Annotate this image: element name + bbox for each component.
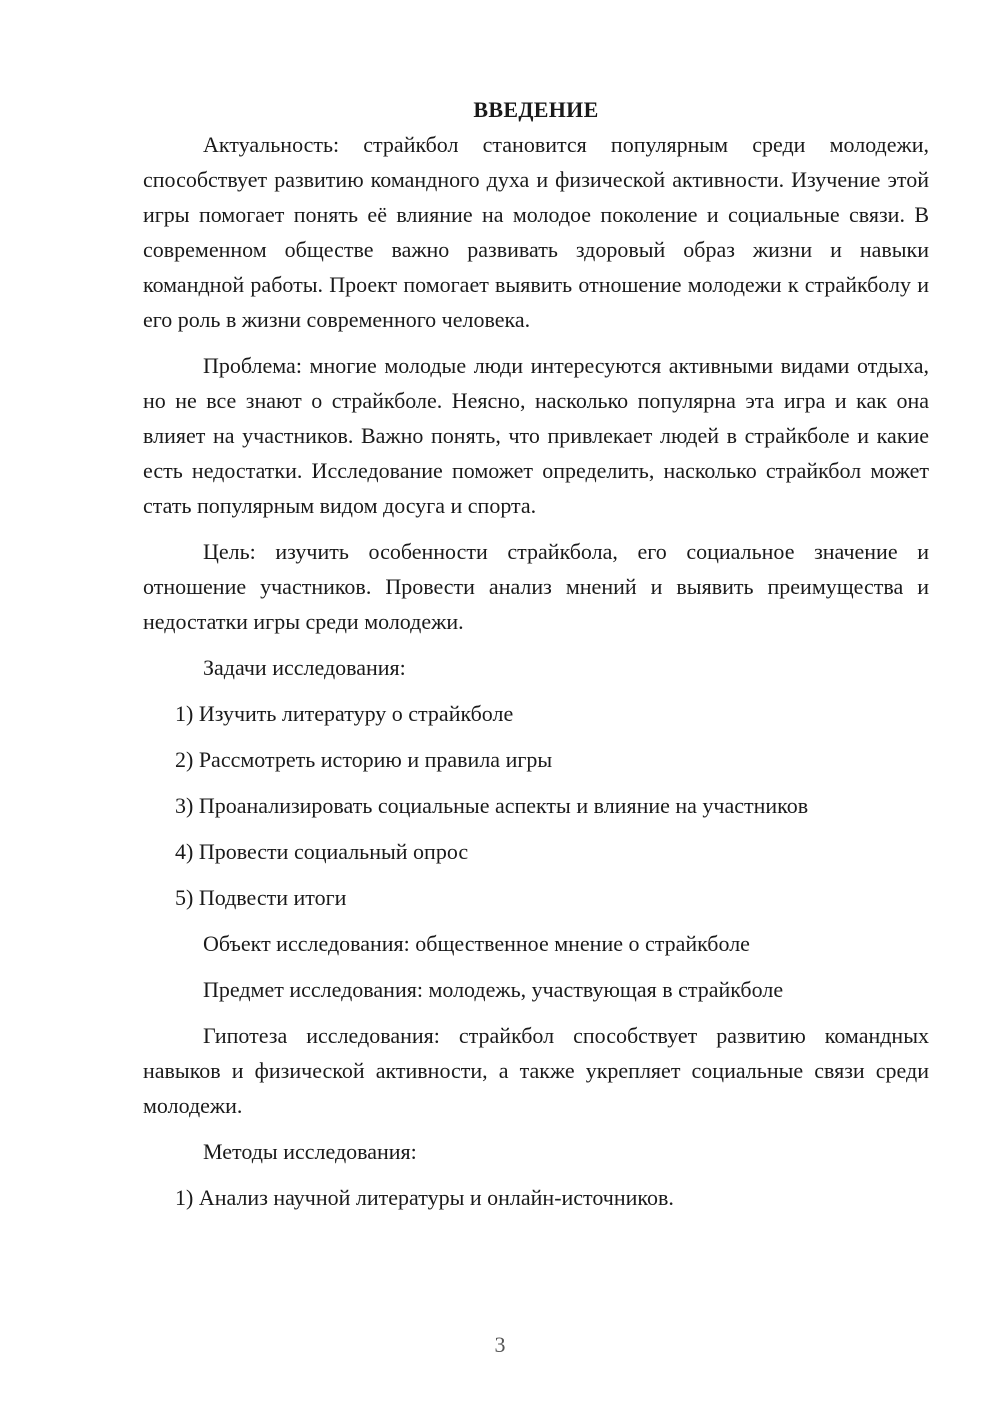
methods-heading: Методы исследования: — [203, 1139, 417, 1164]
tasks-heading: Задачи исследования: — [203, 655, 406, 680]
section-title: ВВЕДЕНИЕ — [473, 97, 599, 122]
relevance-paragraph: Актуальность: страйкбол становится популярным среди молодежи, способствует развитию командного духа и физической активности. Изучение этой игры помогает понять её влияние на молодое поколение и социальные связи. В современном обществе важно развивать здоровый образ жизни и навыки командной работы. Проект помогает выявить отношение молодежи к страйкболу и его роль в жизни современного человека. — [143, 132, 929, 332]
problem-paragraph: Проблема: многие молодые люди интересуются активными видами отдыха, но не все знают о страйкболе. Неясно, насколько популярна эта игра и как она влияет на участников. Важно понять, что привлекает людей в страйкболе и какие есть недостатки. Исследование поможет определить, насколько страйкбол может стать популярным видом досуга и спорта. — [143, 353, 929, 518]
methods-list — [143, 1180, 929, 1215]
goal-paragraph: Цель: изучить особенности страйкбола, его социальное значение и отношение участников. Провести анализ мнений и выявить преимущества и недостатки игры среди молодежи. — [143, 539, 929, 634]
tasks-list — [143, 696, 929, 915]
task-item: 1) Изучить литературу о страйкболе — [175, 701, 514, 726]
task-item: 4) Провести социальный опрос — [175, 839, 469, 864]
task-item: 2) Рассмотреть историю и правила игры — [175, 747, 553, 772]
method-item: 1) Анализ научной литературы и онлайн-источников. — [175, 1185, 674, 1210]
task-item: 3) Проанализировать социальные аспекты и влияние на участников — [175, 793, 809, 818]
hypothesis-paragraph: Гипотеза исследования: страйкбол способствует развитию командных навыков и физической активности, а также укрепляет социальные связи среди молодежи. — [143, 1023, 929, 1118]
research-subject: Предмет исследования: молодежь, участвующая в страйкболе — [203, 977, 784, 1002]
task-item: 5) Подвести итоги — [175, 885, 347, 910]
research-object: Объект исследования: общественное мнение о страйкболе — [203, 931, 750, 956]
document-page — [143, 92, 929, 1226]
page-number: 3 — [494, 1332, 506, 1357]
